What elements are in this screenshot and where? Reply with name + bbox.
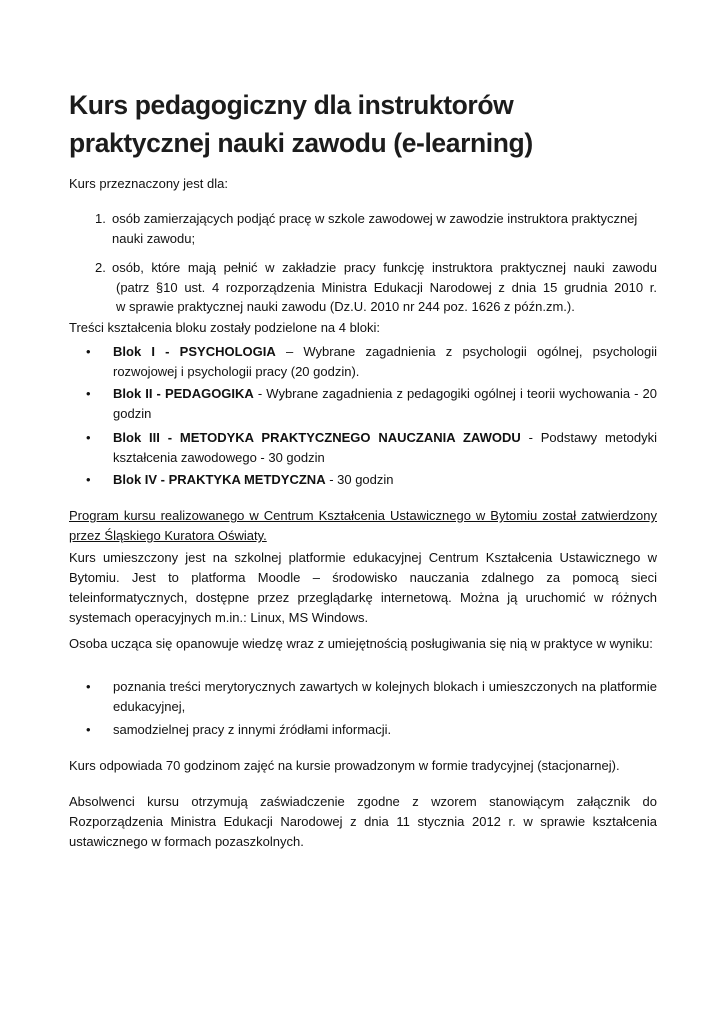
list-item-text: (patrz §10 ust. 4 rozporządzenia Ministra Edukacji Narodowej z dnia 15 grudnia 2010 r. <box>116 279 657 295</box>
bullet-icon: • <box>86 430 91 445</box>
certificate-paragraph: Absolwenci kursu otrzymują zaświadczenie zgodne z wzorem stanowiącym załącznik do Rozporządzenia Ministra Edukacji Narodowej z dnia 11 stycznia 2012 r. w sprawie kształcenia ustawicznego w formach pozaszkolnych. <box>69 794 657 849</box>
block-name: Blok III - METODYKA PRAKTYCZNEGO NAUCZANIA ZAWODU <box>113 430 521 445</box>
learning-item-text: samodzielnej pracy z innymi źródłami informacji. <box>113 722 392 737</box>
hours-paragraph: Kurs odpowiada 70 godzinom zajęć na kursie prowadzonym w formie tradycyjnej (stacjonarnej). <box>69 758 620 773</box>
bullet-icon: • <box>86 679 91 694</box>
learning-item-text: poznania treści merytorycznych zawartych w kolejnych blokach i umieszczonych na platformie edukacyjnej, <box>113 679 657 714</box>
learning-intro: Osoba ucząca się opanowuje wiedzę wraz z umiejętnością posługiwania się nią w praktyce w wyniku: <box>69 636 653 651</box>
block-item-text <box>113 342 657 382</box>
list-number: 1. <box>95 211 106 226</box>
block-desc: - Wybrane zagadnienia z pedagogiki ogólnej i teorii wychowania - 20 godzin <box>113 386 658 421</box>
block-item-text <box>113 384 657 424</box>
list-number: 2. <box>95 260 106 275</box>
bullet-icon: • <box>86 472 91 487</box>
intro-text: Kurs przeznaczony jest dla: <box>69 176 228 191</box>
bullet-icon: • <box>86 344 91 359</box>
bullet-icon: • <box>86 386 91 401</box>
page-title: Kurs pedagogiczny dla instruktorów praktycznej nauki zawodu (e-learning) <box>69 90 533 158</box>
block-desc: - 30 godzin <box>325 472 394 487</box>
block-item-text <box>113 428 657 468</box>
block-desc: – Wybrane zagadnienia z psychologii ogólnej, psychologii rozwojowej i psychologii pracy (20 godzin). <box>113 344 657 379</box>
platform-paragraph: Kurs umieszczony jest na szkolnej platformie edukacyjnej Centrum Kształcenia Ustawicznego w Bytomiu. Jest to platforma Moodle – środowisko nauczania zdalnego za pomocą sieci teleinformatycznych, dostępne przez przeglądarkę internetową. Można ją uruchomić w różnych systemach operacyjnych m.in.: Linux, MS Windows. <box>69 550 657 625</box>
block-name: Blok II - PEDAGOGIKA <box>113 386 254 401</box>
block-name: Blok I - PSYCHOLOGIA <box>113 344 276 359</box>
list-item-text: w sprawie praktycznej nauki zawodu (Dz.U. 2010 nr 244 poz. 1626 z późn.zm.). <box>116 299 575 314</box>
block-desc: - Podstawy metodyki kształcenia zawodowego - 30 godzin <box>113 430 657 465</box>
approval-note: Program kursu realizowanego w Centrum Kształcenia Ustawicznego w Bytomiu został zatwierdzony przez Śląskiego Kuratora Oświaty. <box>69 508 657 543</box>
block-name: Blok IV - PRAKTYKA METDYCZNA <box>113 472 326 487</box>
list-item-text: osób zamierzających podjąć pracę w szkole zawodowej w zawodzie instruktora praktycznej nauki zawodu; <box>112 211 638 246</box>
blocks-intro: Treści kształcenia bloku zostały podzielone na 4 bloki: <box>69 320 380 335</box>
block-item-text <box>113 470 657 490</box>
bullet-icon: • <box>86 722 91 737</box>
list-item-text: osób, które mają pełnić w zakładzie pracy funkcję instruktora praktycznej nauki zawodu <box>112 260 657 275</box>
